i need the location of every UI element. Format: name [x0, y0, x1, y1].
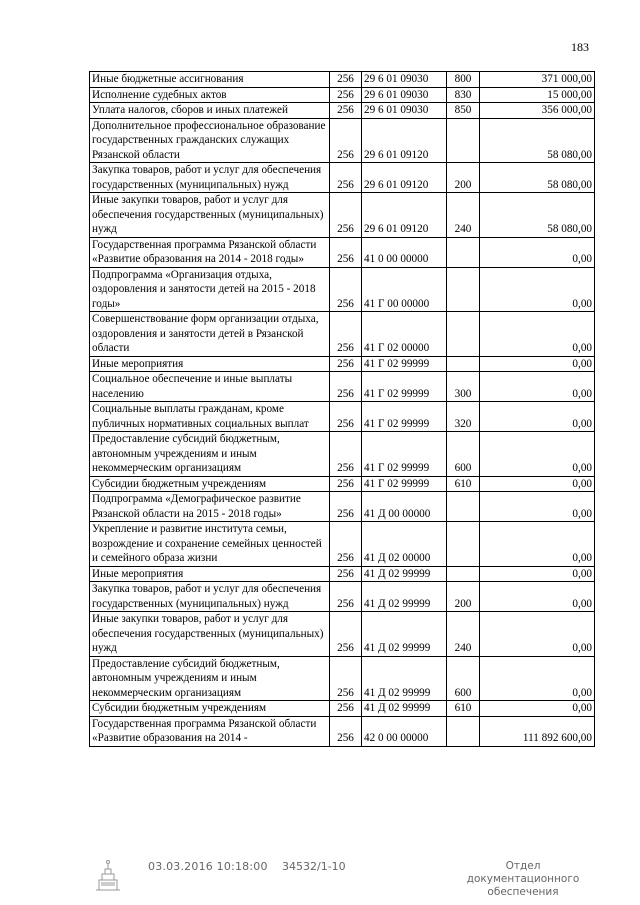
row-csr-cell: 41 Д 02 99999 [362, 612, 447, 657]
row-vr-cell: 850 [447, 103, 480, 119]
row-sum-cell: 0,00 [480, 566, 595, 582]
row-sum-cell: 0,00 [480, 492, 595, 522]
row-code-cell: 256 [330, 566, 362, 582]
row-code-cell: 256 [330, 432, 362, 477]
row-code-cell: 256 [330, 237, 362, 267]
row-name-cell: Предоставление субсидий бюджетным, автономным учреждениям и иным некоммерческим организациям [90, 656, 330, 701]
budget-table [89, 71, 595, 747]
row-csr-cell: 29 6 01 09120 [362, 163, 447, 193]
row-vr-cell [447, 237, 480, 267]
table-row [90, 476, 595, 492]
row-code-cell: 256 [330, 118, 362, 163]
row-code-cell: 256 [330, 701, 362, 717]
row-code-cell: 256 [330, 87, 362, 103]
row-vr-cell: 610 [447, 476, 480, 492]
row-sum-cell: 0,00 [480, 356, 595, 372]
row-csr-cell: 41 Д 02 00000 [362, 522, 447, 567]
row-code-cell: 256 [330, 193, 362, 238]
row-csr-cell: 41 Д 02 99999 [362, 656, 447, 701]
row-sum-cell: 0,00 [480, 267, 595, 312]
table-row [90, 237, 595, 267]
row-name-cell: Субсидии бюджетным учреждениям [90, 476, 330, 492]
row-csr-cell: 42 0 00 00000 [362, 716, 447, 746]
row-name-cell: Укрепление и развитие института семьи, возрождение и сохранение семейных ценностей и семейного образа жизни [90, 522, 330, 567]
row-csr-cell: 29 6 01 09030 [362, 72, 447, 88]
row-sum-cell: 0,00 [480, 432, 595, 477]
row-csr-cell: 41 Г 02 99999 [362, 402, 447, 432]
table-row [90, 701, 595, 717]
row-sum-cell: 0,00 [480, 372, 595, 402]
row-code-cell: 256 [330, 582, 362, 612]
emblem-icon [90, 858, 126, 894]
row-sum-cell: 0,00 [480, 582, 595, 612]
row-name-cell: Закупка товаров, работ и услуг для обеспечения государственных (муниципальных) нужд [90, 163, 330, 193]
table-row [90, 356, 595, 372]
table-row [90, 87, 595, 103]
row-sum-cell: 0,00 [480, 612, 595, 657]
table-row [90, 566, 595, 582]
row-sum-cell: 356 000,00 [480, 103, 595, 119]
row-name-cell: Предоставление субсидий бюджетным, автономным учреждениям и иным некоммерческим организациям [90, 432, 330, 477]
row-csr-cell: 29 6 01 09120 [362, 118, 447, 163]
footer [0, 858, 640, 898]
row-vr-cell: 240 [447, 193, 480, 238]
row-sum-cell: 371 000,00 [480, 72, 595, 88]
row-vr-cell: 240 [447, 612, 480, 657]
row-vr-cell [447, 356, 480, 372]
row-name-cell: Совершенствование форм организации отдыха, оздоровления и занятости детей в Рязанской области [90, 312, 330, 357]
row-csr-cell: 29 6 01 09120 [362, 193, 447, 238]
row-csr-cell: 41 Г 02 00000 [362, 312, 447, 357]
row-name-cell: Иные бюджетные ассигнования [90, 72, 330, 88]
footer-department: Отдел документационного обеспечения [466, 860, 580, 898]
row-vr-cell: 600 [447, 656, 480, 701]
row-name-cell: Иные закупки товаров, работ и услуг для обеспечения государственных (муниципальных) нужд [90, 612, 330, 657]
row-code-cell: 256 [330, 402, 362, 432]
page-number: 183 [571, 40, 589, 54]
row-sum-cell: 15 000,00 [480, 87, 595, 103]
row-csr-cell: 41 Г 02 99999 [362, 476, 447, 492]
row-csr-cell: 41 Д 00 00000 [362, 492, 447, 522]
row-sum-cell: 0,00 [480, 402, 595, 432]
row-vr-cell: 600 [447, 432, 480, 477]
row-csr-cell: 41 Д 02 99999 [362, 701, 447, 717]
row-sum-cell: 0,00 [480, 656, 595, 701]
row-name-cell: Закупка товаров, работ и услуг для обеспечения государственных (муниципальных) нужд [90, 582, 330, 612]
row-csr-cell: 29 6 01 09030 [362, 87, 447, 103]
row-vr-cell [447, 716, 480, 746]
row-vr-cell: 830 [447, 87, 480, 103]
row-sum-cell: 0,00 [480, 312, 595, 357]
row-name-cell: Исполнение судебных актов [90, 87, 330, 103]
table-row [90, 103, 595, 119]
table-row [90, 432, 595, 477]
footer-date: 03.03.2016 10:18:00 [148, 860, 268, 873]
table-row [90, 267, 595, 312]
row-code-cell: 256 [330, 612, 362, 657]
row-code-cell: 256 [330, 656, 362, 701]
row-csr-cell: 41 Г 02 99999 [362, 372, 447, 402]
row-code-cell: 256 [330, 72, 362, 88]
row-code-cell: 256 [330, 476, 362, 492]
row-vr-cell [447, 566, 480, 582]
table-row [90, 372, 595, 402]
table-row [90, 522, 595, 567]
row-sum-cell: 0,00 [480, 701, 595, 717]
row-csr-cell: 41 0 00 00000 [362, 237, 447, 267]
row-vr-cell: 320 [447, 402, 480, 432]
row-code-cell: 256 [330, 522, 362, 567]
row-vr-cell: 300 [447, 372, 480, 402]
row-vr-cell [447, 522, 480, 567]
row-name-cell: Уплата налогов, сборов и иных платежей [90, 103, 330, 119]
table-row [90, 163, 595, 193]
table-row [90, 312, 595, 357]
row-name-cell: Субсидии бюджетным учреждениям [90, 701, 330, 717]
row-vr-cell: 610 [447, 701, 480, 717]
row-sum-cell: 58 080,00 [480, 118, 595, 163]
row-sum-cell: 0,00 [480, 522, 595, 567]
row-vr-cell [447, 492, 480, 522]
row-csr-cell: 41 Г 02 99999 [362, 432, 447, 477]
row-vr-cell: 200 [447, 163, 480, 193]
table-row [90, 72, 595, 88]
row-code-cell: 256 [330, 103, 362, 119]
row-name-cell: Социальное обеспечение и иные выплаты населению [90, 372, 330, 402]
row-csr-cell: 41 Г 00 00000 [362, 267, 447, 312]
row-sum-cell: 58 080,00 [480, 193, 595, 238]
row-sum-cell: 0,00 [480, 237, 595, 267]
row-csr-cell: 41 Д 02 99999 [362, 566, 447, 582]
table-row [90, 492, 595, 522]
row-name-cell: Государственная программа Рязанской области «Развитие образования на 2014 - [90, 716, 330, 746]
row-code-cell: 256 [330, 267, 362, 312]
row-name-cell: Государственная программа Рязанской области «Развитие образования на 2014 - 2018 годы» [90, 237, 330, 267]
row-vr-cell [447, 267, 480, 312]
row-code-cell: 256 [330, 372, 362, 402]
table-row [90, 402, 595, 432]
row-name-cell: Социальные выплаты гражданам, кроме публичных нормативных социальных выплат [90, 402, 330, 432]
row-vr-cell: 800 [447, 72, 480, 88]
row-sum-cell: 58 080,00 [480, 163, 595, 193]
row-code-cell: 256 [330, 492, 362, 522]
row-vr-cell: 200 [447, 582, 480, 612]
row-name-cell: Подпрограмма «Демографическое развитие Рязанской области на 2015 - 2018 годы» [90, 492, 330, 522]
row-name-cell: Иные мероприятия [90, 566, 330, 582]
row-vr-cell [447, 118, 480, 163]
row-vr-cell [447, 312, 480, 357]
table-row [90, 612, 595, 657]
row-sum-cell: 111 892 600,00 [480, 716, 595, 746]
row-csr-cell: 41 Д 02 99999 [362, 582, 447, 612]
row-csr-cell: 41 Г 02 99999 [362, 356, 447, 372]
table-row [90, 193, 595, 238]
row-name-cell: Дополнительное профессиональное образование государственных гражданских служащих Рязанской области [90, 118, 330, 163]
table-row [90, 656, 595, 701]
row-code-cell: 256 [330, 312, 362, 357]
row-code-cell: 256 [330, 716, 362, 746]
table-row [90, 118, 595, 163]
row-code-cell: 256 [330, 163, 362, 193]
row-code-cell: 256 [330, 356, 362, 372]
row-name-cell: Иные закупки товаров, работ и услуг для обеспечения государственных (муниципальных) нужд [90, 193, 330, 238]
footer-doc-number: 34532/1-10 [282, 860, 346, 873]
table-row [90, 582, 595, 612]
row-name-cell: Иные мероприятия [90, 356, 330, 372]
row-sum-cell: 0,00 [480, 476, 595, 492]
row-csr-cell: 29 6 01 09030 [362, 103, 447, 119]
row-name-cell: Подпрограмма «Организация отдыха, оздоровления и занятости детей на 2015 - 2018 годы» [90, 267, 330, 312]
table-row [90, 716, 595, 746]
